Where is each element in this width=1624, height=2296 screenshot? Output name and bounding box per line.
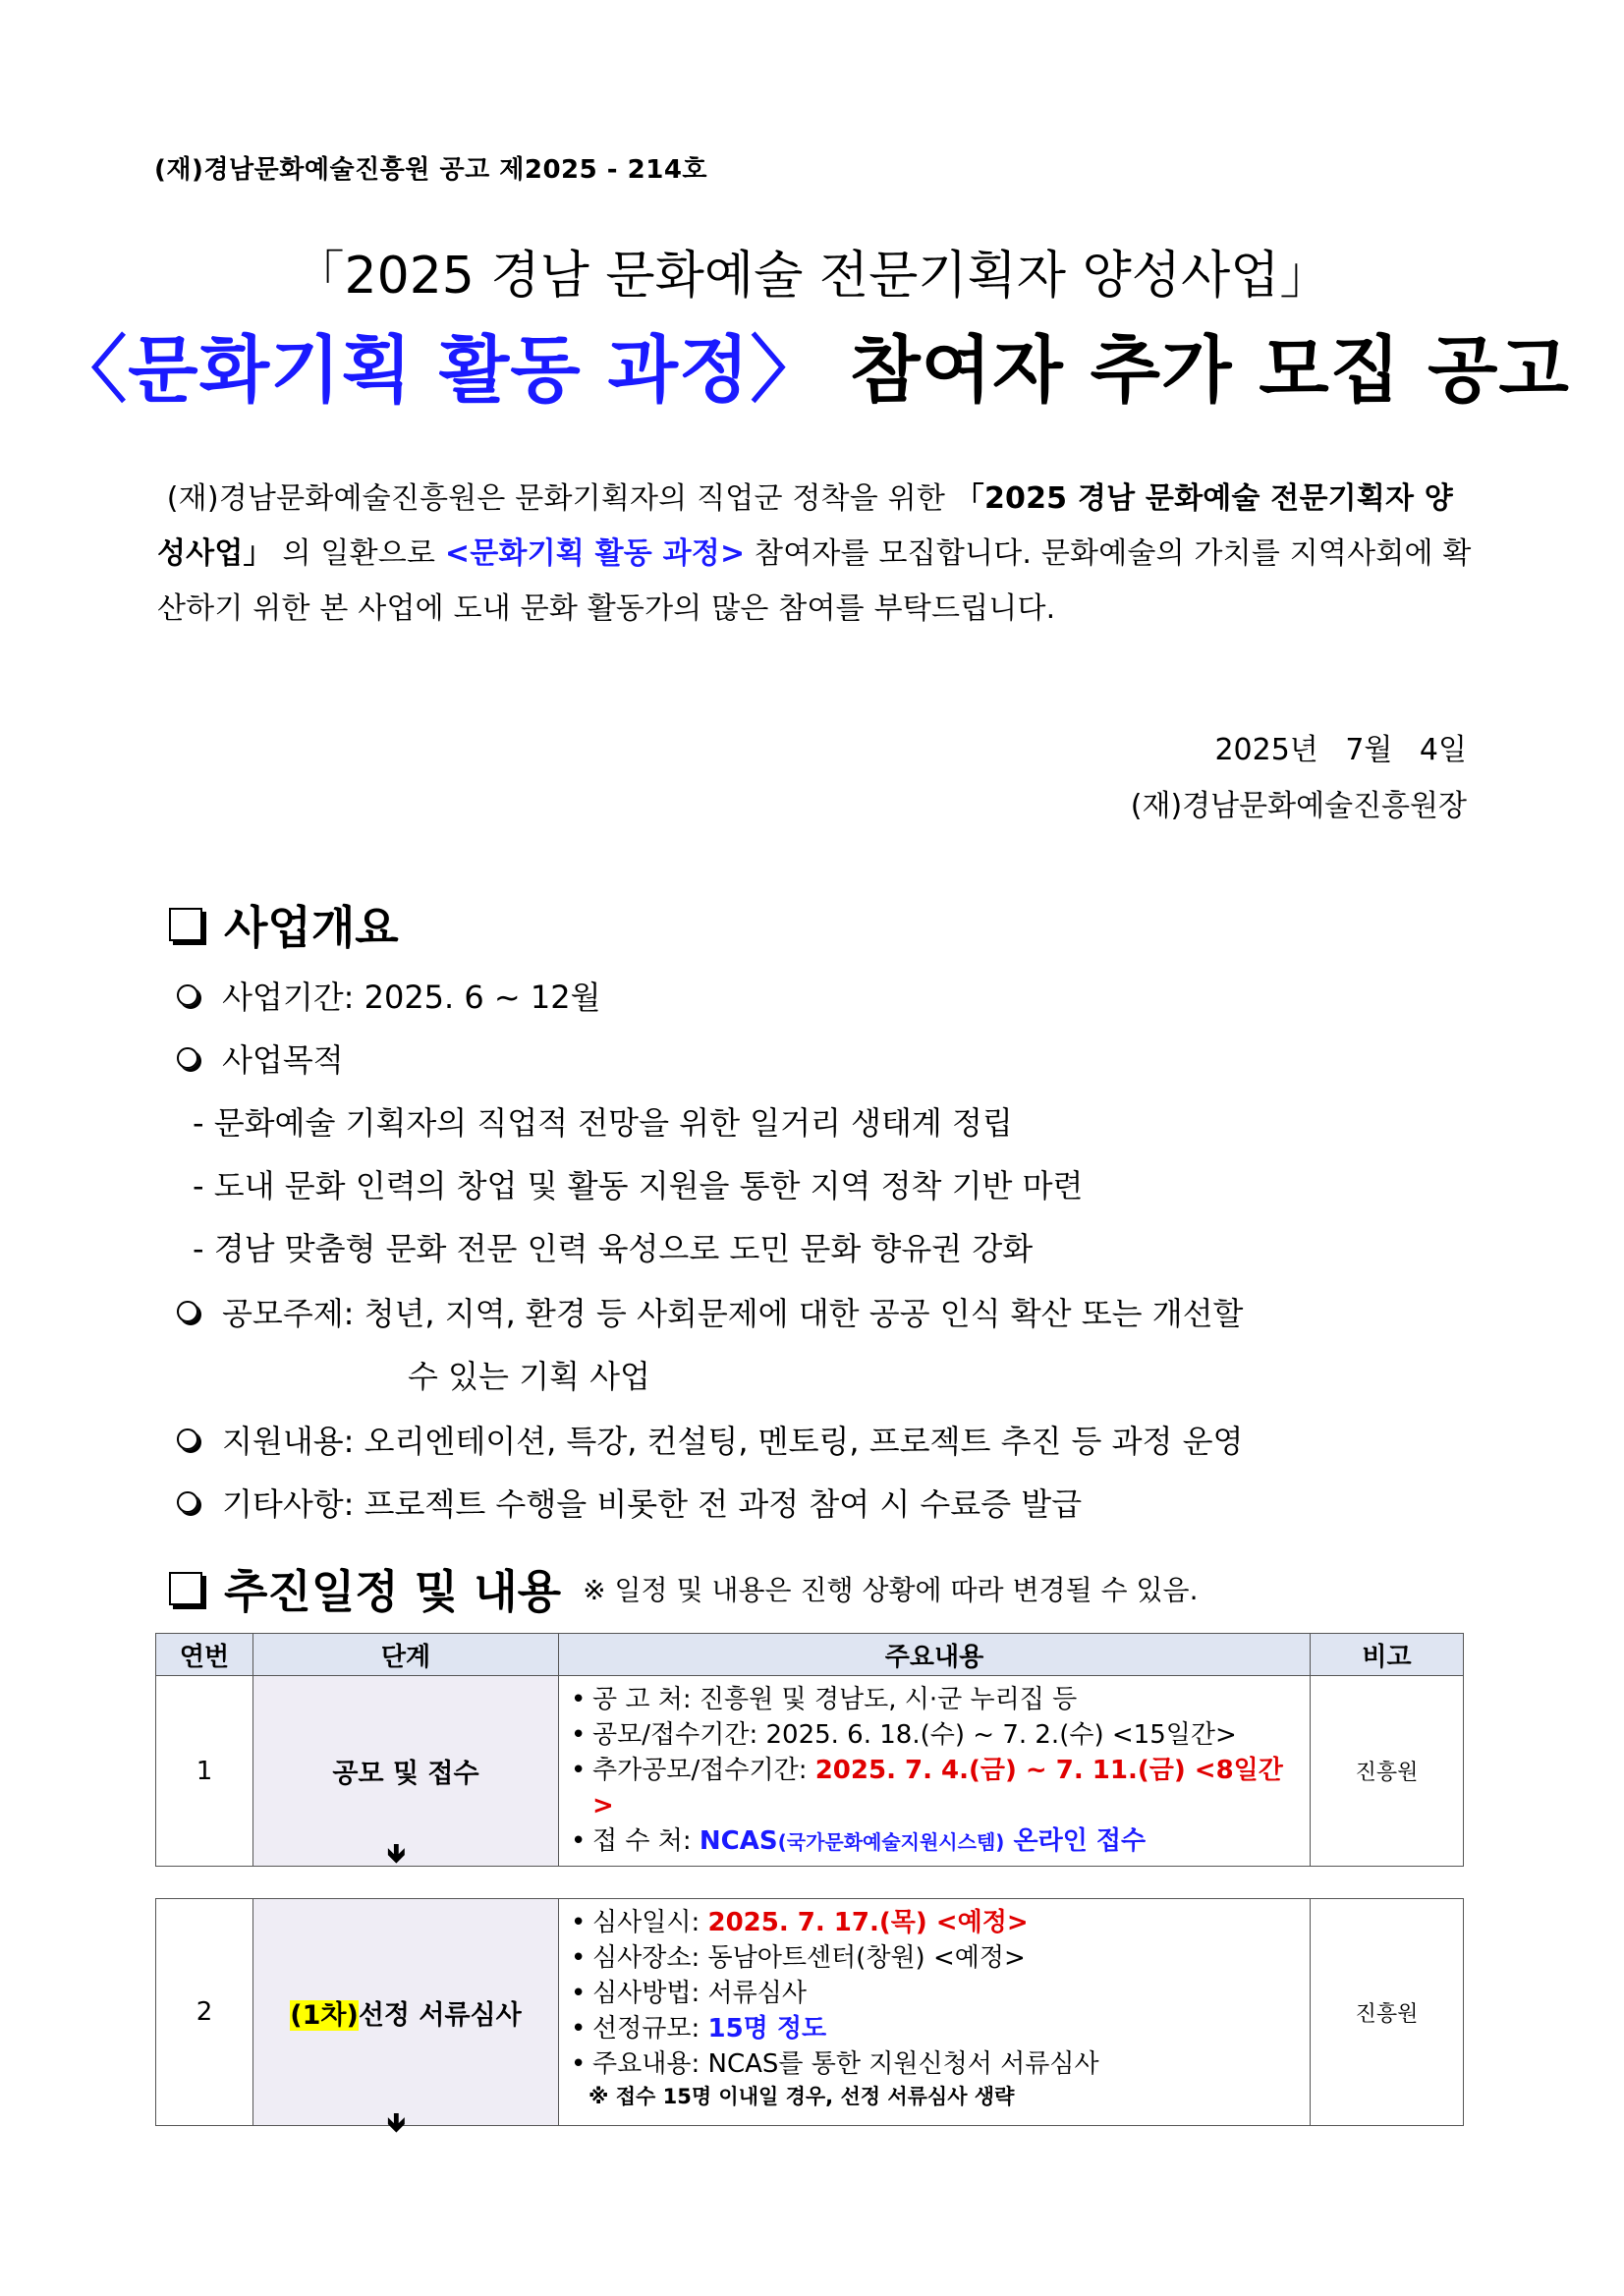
row-content <box>559 1899 1311 2126</box>
bullet-text: 사업목적 <box>222 1041 344 1079</box>
circle-bullet-icon <box>177 984 198 1006</box>
header-step: 단계 <box>253 1634 559 1676</box>
purpose-item: - 도내 문화 인력의 창업 및 활동 지원을 통한 지역 정착 기반 마련 <box>193 1167 1084 1204</box>
arrow-down-icon: 🡻 <box>387 2108 406 2138</box>
title-line-2 <box>0 312 1624 417</box>
section-note: ※ 일정 및 내용은 진행 상황에 따라 변경될 수 있음. <box>583 1574 1199 1606</box>
table-header-row <box>156 1634 1464 1676</box>
content-highlight: 2025. 7. 4.(금) ~ 7. 11.(금) <8일간> <box>592 1756 1283 1820</box>
announcement-date: 2025년 7월 4일 <box>1214 733 1467 767</box>
row-step: 공모 및 접수 <box>253 1676 559 1867</box>
intro-text-1: (재)경남문화예술진흥원은 문화기획자의 직업군 정착을 위한 <box>166 481 955 516</box>
table-row <box>156 1899 1464 2126</box>
step-prefix: (1차) <box>290 1999 359 2031</box>
title-recruit: 참여자 추가 모집 공고 <box>823 328 1570 413</box>
content-item <box>592 2011 1298 2046</box>
content-highlight: 온라인 접수 <box>1004 1826 1147 1856</box>
intro-paragraph <box>157 472 1474 637</box>
section-overview-heading <box>169 892 399 957</box>
section-title: 사업개요 <box>224 901 399 954</box>
section-schedule-heading <box>169 1556 1198 1621</box>
bullet-purpose <box>177 1036 344 1081</box>
table-gap <box>156 1867 1464 1899</box>
title-line-1: 「2025 경남 문화예술 전문기획자 양성사업」 <box>293 247 1331 306</box>
checkbox-square-icon <box>169 1572 202 1605</box>
bullet-text: 공모주제: 청년, 지역, 환경 등 사회문제에 대한 공공 인식 확산 또는 개선할 <box>222 1295 1244 1332</box>
header-content: 주요내용 <box>559 1634 1311 1676</box>
step-label: 선정 서류심사 <box>358 1999 522 2031</box>
bullet-text: 지원내용: 오리엔테이션, 특강, 컨설팅, 멘토링, 프로젝트 추진 등 과정 운영 <box>222 1423 1244 1460</box>
content-highlight: 2025. 7. 17.(목) <예정> <box>707 1908 1029 1937</box>
row-remark: 진흥원 <box>1311 1676 1464 1867</box>
header-remark: 비고 <box>1311 1634 1464 1676</box>
checkbox-square-icon <box>169 908 202 941</box>
table-row <box>156 1676 1464 1867</box>
bullet-text: 사업기간: 2025. 6 ~ 12월 <box>222 979 601 1016</box>
row-number: 2 <box>156 1899 253 2126</box>
content-label: 접 수 처: <box>592 1826 700 1856</box>
bullet-text: 기타사항: 프로젝트 수행을 비롯한 전 과정 참여 시 수료증 발급 <box>222 1485 1083 1523</box>
content-item: • 심사방법: 서류심사 <box>592 1976 1298 2011</box>
intro-text-2: 의 일환으로 <box>282 536 445 571</box>
issuer: (재)경남문화예술진흥원장 <box>1130 789 1467 823</box>
bullet-period <box>177 973 601 1018</box>
intro-text-3: 참여자를 모집합니다. 문화예술의 가치를 지역사회에 확산하기 위한 본 사업에 도내 문화 활동가의 많은 참여를 부탁드립니다. <box>157 536 1472 626</box>
bullet-etc <box>177 1480 1082 1525</box>
content-label: 추가공모/접수기간: <box>592 1756 815 1785</box>
row-step <box>253 1899 559 2126</box>
arrow-down-icon: 🡻 <box>387 1839 406 1869</box>
notice-number: (재)경남문화예술진흥원 공고 제2025 - 214호 <box>154 155 708 185</box>
schedule-table <box>155 1633 1464 2126</box>
content-highlight: NCAS <box>699 1826 778 1856</box>
content-label: 선정규모: <box>592 2014 708 2044</box>
content-item: • 공모/접수기간: 2025. 6. 18.(수) ~ 7. 2.(수) <15일간> <box>592 1717 1298 1753</box>
content-item <box>592 1905 1298 1940</box>
row-number: 1 <box>156 1676 253 1867</box>
circle-bullet-icon <box>177 1047 198 1069</box>
purpose-item: - 경남 맞춤형 문화 전문 인력 육성으로 도민 문화 향유권 강화 <box>193 1230 1034 1267</box>
row-content <box>559 1676 1311 1867</box>
purpose-item: - 문화예술 기획자의 직업적 전망을 위한 일거리 생태계 정립 <box>193 1104 1013 1142</box>
content-subnote: ※ 접수 15명 이내일 경우, 선정 서류심사 생략 <box>588 2085 1015 2108</box>
content-label: 심사일시: <box>592 1908 708 1937</box>
content-highlight: (국가문화예술지원시스템) <box>777 1830 1005 1854</box>
section-title: 추진일정 및 내용 <box>224 1565 562 1618</box>
content-item: • 심사장소: 동남아트센터(창원) <예정> <box>592 1940 1298 1976</box>
row-remark: 진흥원 <box>1311 1899 1464 2126</box>
circle-bullet-icon <box>177 1301 198 1322</box>
theme-continuation: 수 있는 기획 사업 <box>408 1358 650 1395</box>
content-item <box>592 1823 1298 1860</box>
content-item: • 공 고 처: 진흥원 및 경남도, 시·군 누리집 등 <box>592 1682 1298 1717</box>
intro-project-name: 「2025 경남 문화예술 전문기획자 양성사업」 <box>157 481 1453 571</box>
content-highlight: 15명 정도 <box>707 2014 827 2044</box>
circle-bullet-icon <box>177 1428 198 1450</box>
content-item: • 주요내용: NCAS를 통한 지원신청서 서류심사 <box>592 2046 1298 2082</box>
circle-bullet-icon <box>177 1491 198 1513</box>
bullet-theme <box>177 1289 1243 1334</box>
header-no: 연번 <box>156 1634 253 1676</box>
content-item <box>592 1753 1298 1823</box>
intro-course-name: <문화기획 활동 과정> <box>444 536 746 571</box>
bullet-support <box>177 1417 1243 1462</box>
title-course-name: 〈문화기획 활동 과정〉 <box>54 328 824 413</box>
